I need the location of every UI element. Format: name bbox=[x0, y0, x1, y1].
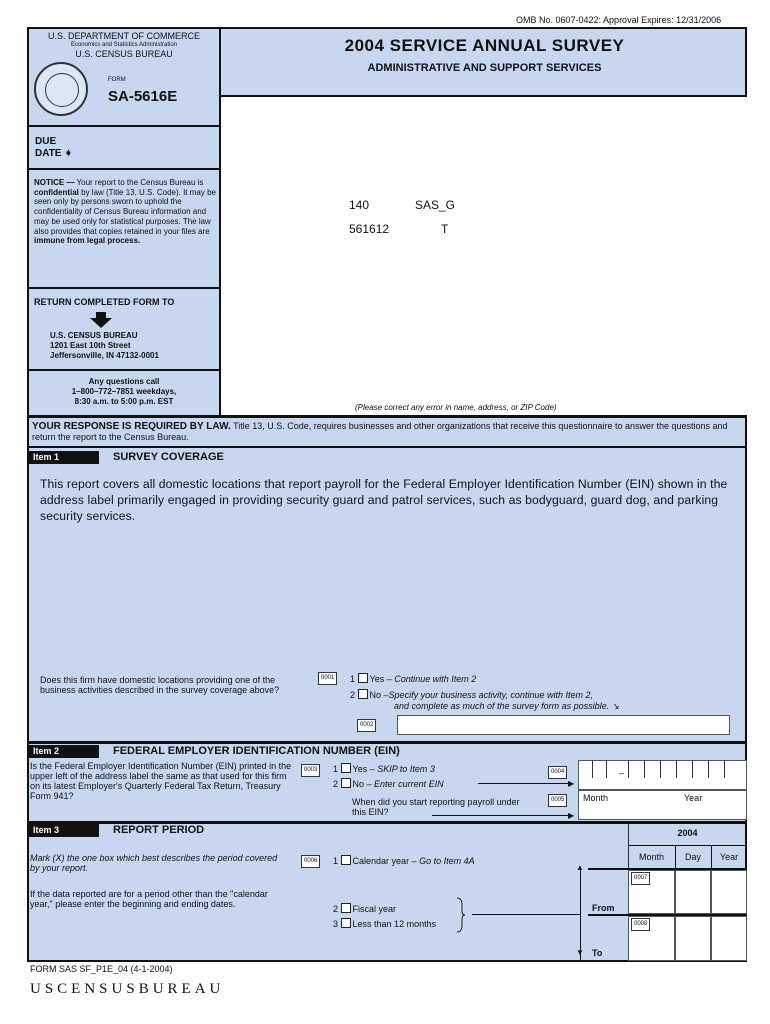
no-instruction-2: and complete as much of the survey form as possible. bbox=[394, 701, 610, 711]
from-year-field[interactable] bbox=[711, 870, 747, 914]
divider bbox=[27, 741, 747, 744]
department-name: U.S. DEPARTMENT OF COMMERCE bbox=[47, 31, 200, 41]
divider bbox=[27, 446, 747, 448]
arrow-right-icon: ▶ bbox=[568, 779, 575, 788]
item1-code-0002: 0002 bbox=[357, 719, 376, 732]
less-than-12-option[interactable] bbox=[333, 918, 436, 929]
item1-option-no[interactable] bbox=[350, 689, 593, 700]
ein-cell-divider bbox=[724, 760, 725, 778]
no-checkbox[interactable] bbox=[358, 689, 368, 699]
due-date-line2: DATE bbox=[35, 148, 62, 159]
divider bbox=[27, 125, 220, 127]
period-year-header: 2004 bbox=[677, 828, 698, 838]
no-instruction-line2 bbox=[394, 701, 619, 711]
item3-code-0008: 0008 bbox=[631, 918, 650, 931]
ein-cell-divider bbox=[628, 760, 629, 778]
period-bracket-line bbox=[580, 868, 581, 960]
divider bbox=[628, 845, 747, 846]
option-number: 2 bbox=[333, 904, 339, 914]
yes-label: Yes bbox=[369, 674, 385, 684]
payroll-start-question: When did you start reporting payroll under this EIN? bbox=[352, 797, 520, 817]
less-than-12-checkbox[interactable] bbox=[341, 918, 351, 928]
item2-code-0005: 0005 bbox=[548, 794, 567, 807]
omb-number: OMB No. 0607-0422: Approval Expires: 12/31/2006 bbox=[516, 15, 722, 25]
arrow-right-icon: ▶ bbox=[568, 811, 575, 820]
required-text: Title 13, U.S. Code, requires businesses and other organizations that receive this questionnaire to answer the questions and return the report to the Census Bureau. bbox=[32, 421, 728, 442]
notice-bold-2: immune from legal process. bbox=[34, 236, 141, 246]
yes-checkbox[interactable] bbox=[341, 763, 351, 773]
ein-cell-divider bbox=[644, 760, 645, 778]
page-subtitle: ADMINISTRATIVE AND SUPPORT SERVICES bbox=[367, 62, 602, 74]
month-label: Month bbox=[583, 793, 609, 803]
form-word: FORM bbox=[108, 77, 126, 83]
item1-option-yes[interactable] bbox=[350, 673, 476, 684]
ein-cell-divider bbox=[692, 760, 693, 778]
yes-instruction: – Continue with Item 2 bbox=[384, 674, 477, 684]
ein-cell-divider bbox=[606, 760, 607, 778]
col-day: Day bbox=[684, 852, 701, 862]
label-code-1: 140 bbox=[349, 198, 370, 212]
no-label: No bbox=[369, 690, 382, 700]
address-line1: U.S. CENSUS BUREAU bbox=[50, 331, 138, 340]
fiscal-year-checkbox[interactable] bbox=[341, 903, 351, 913]
required-by-law bbox=[32, 421, 742, 442]
payroll-pointer-line bbox=[432, 815, 570, 816]
no-checkbox[interactable] bbox=[341, 778, 351, 788]
arrow-down-right-icon: ↘ bbox=[611, 701, 620, 711]
item3-instruction: Mark (X) the one box which best describes the period covered by your report. bbox=[30, 853, 278, 873]
divider bbox=[27, 287, 220, 289]
return-address bbox=[50, 331, 159, 361]
item1-tag: Item 1 bbox=[29, 451, 99, 464]
commerce-seal-icon bbox=[34, 62, 88, 116]
ein-dash: – bbox=[619, 768, 625, 778]
agency-name: Economics and Statistics Administration bbox=[70, 42, 178, 48]
option-number: 1 bbox=[333, 856, 339, 866]
divider bbox=[27, 369, 220, 371]
option-number: 1 bbox=[333, 764, 339, 774]
questions-contact bbox=[34, 377, 214, 407]
period-pointer-line bbox=[472, 914, 580, 915]
label-code-4: T bbox=[441, 222, 449, 236]
business-activity-field[interactable] bbox=[397, 715, 730, 735]
no-label: No bbox=[352, 779, 365, 789]
ein-cell-divider bbox=[592, 760, 593, 778]
label-code-3: 561612 bbox=[349, 222, 390, 236]
divider bbox=[711, 845, 712, 869]
calendar-year-label: Calendar year bbox=[352, 856, 410, 866]
arrow-down-icon: ▼ bbox=[576, 948, 584, 957]
to-day-field[interactable] bbox=[675, 916, 711, 961]
to-year-field[interactable] bbox=[711, 916, 747, 961]
col-year: Year bbox=[719, 852, 739, 862]
due-date-line1: DUE bbox=[35, 136, 57, 147]
form-code-footer: FORM SAS SF_P1E_04 (4-1-2004) bbox=[30, 964, 173, 974]
from-label: From bbox=[592, 903, 615, 913]
item3-code-0007: 0007 bbox=[631, 872, 650, 885]
ein-pointer-line bbox=[478, 783, 570, 784]
return-label: RETURN COMPLETED FORM TO bbox=[34, 297, 175, 307]
required-bold: YOUR RESPONSE IS REQUIRED BY LAW. bbox=[32, 421, 231, 432]
item2-code-0004: 0004 bbox=[548, 766, 567, 779]
address-line3: Jeffersonville, IN 47132-0001 bbox=[50, 351, 159, 360]
item1-question: Does this firm have domestic locations providing one of the business activities described in the survey coverage above? bbox=[40, 675, 280, 695]
questions-line1: Any questions call bbox=[88, 377, 160, 386]
brace-icon bbox=[456, 897, 466, 933]
divider bbox=[27, 168, 220, 170]
item2-option-yes[interactable] bbox=[333, 763, 435, 774]
to-label: To bbox=[592, 948, 603, 958]
item2-code-0003: 0003 bbox=[301, 764, 320, 777]
page-title: 2004 SERVICE ANNUAL SURVEY bbox=[344, 36, 625, 55]
item2-question: Is the Federal Employer Identification Number (EIN) printed in the upper left of the address label the same as that used for this firm on its latest Employer's Quarterly Federal Tax Return, Treasury Form 941? bbox=[30, 761, 292, 801]
divider bbox=[675, 845, 676, 869]
no-instruction: – Enter current EIN bbox=[364, 779, 444, 789]
calendar-year-checkbox[interactable] bbox=[341, 855, 351, 865]
option-number: 2 bbox=[333, 779, 339, 789]
item2-tag: Item 2 bbox=[29, 745, 99, 758]
year-label: Year bbox=[684, 793, 703, 803]
col-month: Month bbox=[638, 852, 664, 862]
due-date-label bbox=[35, 136, 73, 160]
option-number: 3 bbox=[333, 919, 339, 929]
notice-lead: NOTICE — bbox=[34, 178, 75, 187]
census-bureau-wordmark: USCENSUSBUREAU bbox=[30, 981, 225, 997]
questions-line3: 8:30 a.m. to 5:00 p.m. EST bbox=[74, 397, 174, 406]
notice-text-2: by law (Title 13, U.S. Code). It may be seen only by persons sworn to uphold the confidentiality of Census Bureau information and may be used only for statistical purposes. The law also provides that copies retained in your files are bbox=[34, 187, 216, 236]
item3-tag: Item 3 bbox=[29, 824, 99, 837]
item3-title: REPORT PERIOD bbox=[113, 824, 205, 836]
calendar-year-instruction: – Go to Item 4A bbox=[409, 856, 475, 866]
ein-cell-divider bbox=[660, 760, 661, 778]
divider bbox=[27, 415, 747, 418]
no-instruction: –Specify your business activity, continue with Item 2, bbox=[381, 690, 593, 700]
item1-code-0001: 0001 bbox=[318, 672, 337, 685]
correction-note: (Please correct any error in name, address, or ZIP Code) bbox=[355, 403, 557, 412]
ein-digit-cells bbox=[578, 760, 747, 790]
form-number: SA-5616E bbox=[108, 88, 178, 105]
less-than-12-label: Less than 12 months bbox=[352, 919, 437, 929]
ein-cell-divider bbox=[708, 760, 709, 778]
item1-title: SURVEY COVERAGE bbox=[113, 451, 224, 463]
yes-checkbox[interactable] bbox=[358, 673, 368, 683]
label-code-2: SAS_G bbox=[415, 198, 456, 212]
fiscal-year-option[interactable] bbox=[333, 903, 396, 914]
yes-instruction: – SKIP to Item 3 bbox=[367, 764, 435, 774]
item2-title: FEDERAL EMPLOYER IDENTIFICATION NUMBER (EIN) bbox=[113, 745, 400, 757]
arrow-up-icon: ▲ bbox=[576, 863, 584, 872]
ein-cell-divider bbox=[676, 760, 677, 778]
department-block bbox=[34, 31, 214, 59]
survey-coverage-text: This report covers all domestic locations that report payroll for the Federal Employer Identification Number (EIN) shown in the address label primarily engaged in providing security guard and patrol services, such as bodyguard, guard dog, and parking security services. bbox=[40, 477, 728, 523]
item2-option-no[interactable] bbox=[333, 778, 444, 789]
yes-label: Yes bbox=[352, 764, 368, 774]
bureau-name: U.S. CENSUS BUREAU bbox=[75, 49, 173, 59]
item3-note: If the data reported are for a period other than the "calendar year," please enter the beginning and ending dates. bbox=[30, 889, 268, 909]
confidentiality-notice bbox=[34, 178, 218, 246]
mailing-label-area[interactable] bbox=[221, 97, 747, 415]
questions-line2: 1–800–772–7851 weekdays, bbox=[71, 387, 177, 396]
arrow-right-icon: ➧ bbox=[64, 148, 73, 159]
from-day-field[interactable] bbox=[675, 870, 711, 914]
option-number: 2 bbox=[350, 690, 356, 700]
notice-text-1: Your report to the Census Bureau is bbox=[74, 178, 204, 187]
calendar-year-option[interactable] bbox=[333, 855, 475, 866]
arrow-down-icon bbox=[89, 312, 113, 328]
address-line2: 1201 East 10th Street bbox=[50, 341, 131, 350]
notice-bold-1: confidential bbox=[34, 187, 79, 197]
fiscal-year-label: Fiscal year bbox=[352, 904, 397, 914]
item3-code-0006: 0006 bbox=[301, 855, 320, 868]
option-number: 1 bbox=[350, 674, 356, 684]
